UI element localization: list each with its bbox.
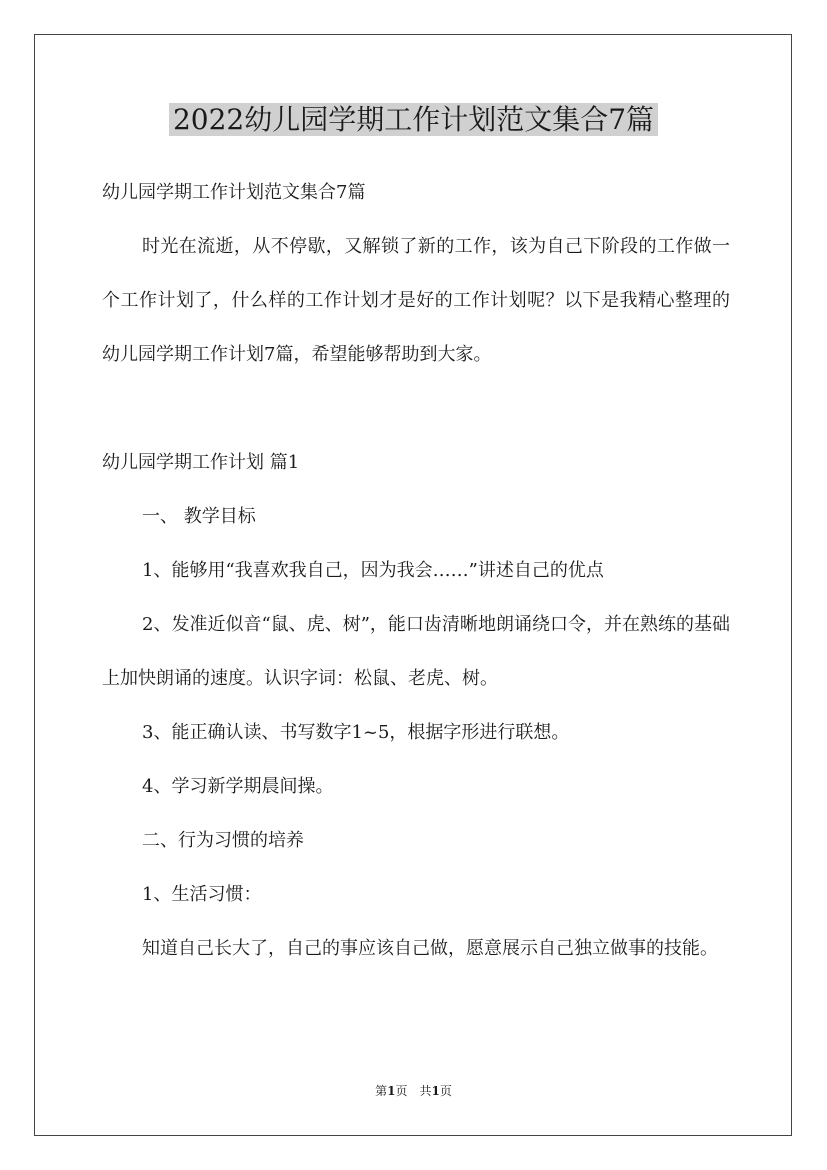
paragraph: 一、 教学目标 — [142, 506, 256, 527]
document-body — [102, 166, 730, 976]
intro-paragraph: 时光在流逝，从不停歇，又解锁了新的工作，该为自己下阶段的工作做一个工作计划了，什么样的工作计划才是好的工作计划呢？以下是我精心整理的幼儿园学期工作计划7篇，希望能够帮助到大家。 — [102, 236, 730, 365]
paragraph: 1、能够用“我喜欢我自己，因为我会……”讲述自己的优点 — [142, 560, 604, 581]
page-suffix: 页 — [439, 1084, 452, 1098]
page-prefix: 第 — [375, 1084, 388, 1098]
paragraph: 2、发准近似音“鼠、虎、树”，能口齿清晰地朗诵绕口令，并在熟练的基础上加快朗诵的速度。认识字词：松鼠、老虎、树。 — [102, 614, 730, 689]
section-heading: 幼儿园学期工作计划 篇1 — [102, 452, 300, 473]
page-footer — [0, 1082, 827, 1100]
document-title — [0, 98, 827, 142]
paragraph: 4、学习新学期晨间操。 — [142, 776, 334, 797]
document-subtitle: 幼儿园学期工作计划范文集合7篇 — [102, 182, 366, 203]
paragraph: 3、能正确认读、书写数字1~5，根据字形进行联想。 — [142, 722, 570, 743]
page-mid: 页 共 — [395, 1084, 432, 1098]
total-page-number: 1 — [431, 1084, 440, 1098]
paragraph: 二、行为习惯的培养 — [142, 830, 304, 851]
paragraph: 知道自己长大了，自己的事应该自己做，愿意展示自己独立做事的技能。 — [142, 938, 718, 959]
paragraph-gap — [102, 382, 730, 436]
document-title-text: 2022幼儿园学期工作计划范文集合7篇 — [169, 103, 658, 136]
paragraph: 1、生活习惯： — [142, 884, 262, 905]
current-page-number: 1 — [387, 1084, 396, 1098]
